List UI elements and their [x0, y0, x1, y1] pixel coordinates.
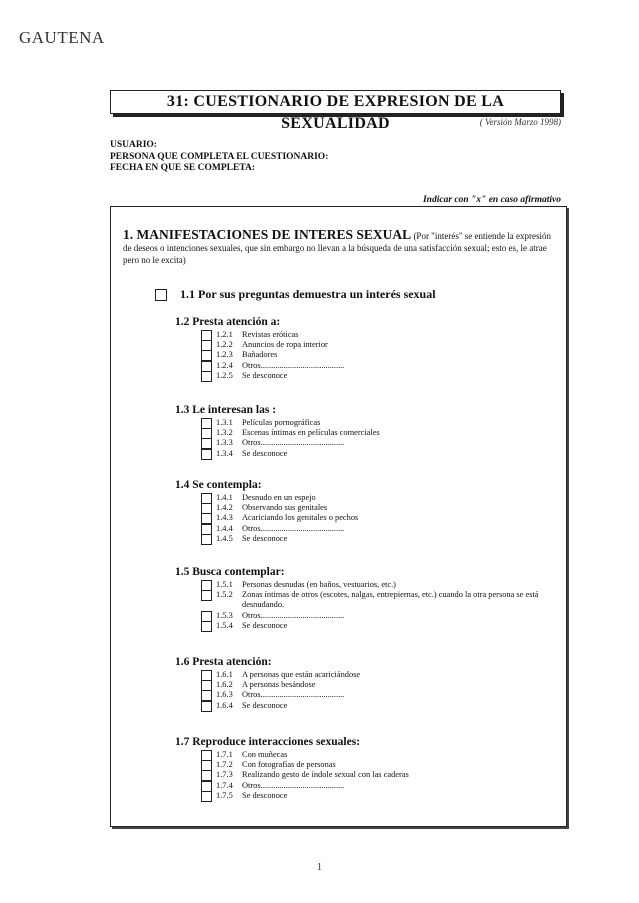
option-row — [201, 350, 562, 360]
option-label: Zonas íntimas de otros (escotes, nalgas, entrepiernas, etc.) cuando la otra persona se está desnudando. — [242, 590, 539, 610]
version-label: ( Versión Marzo 1998) — [479, 117, 561, 127]
option-number: 1.7.2 — [216, 760, 233, 770]
option-number: 1.4.2 — [216, 503, 233, 513]
option-label: Se desconoce — [242, 700, 288, 710]
option-row — [201, 690, 562, 700]
option-label: Anuncios de ropa interior — [242, 340, 328, 350]
page-number: 1 — [317, 862, 322, 873]
option-row — [201, 760, 562, 770]
option-row — [201, 701, 562, 711]
checkbox-1-1[interactable] — [155, 289, 167, 301]
option-number: 1.6.4 — [216, 700, 233, 710]
document-title: 31: CUESTIONARIO DE EXPRESION DE LA SEXUALIDAD — [166, 93, 505, 132]
option-row — [201, 371, 562, 381]
option-label: Se desconoce — [242, 448, 288, 458]
field-persona: PERSONA QUE COMPLETA EL CUESTIONARIO: — [110, 151, 329, 162]
option-row — [201, 361, 562, 371]
question-group-heading: 1.6 Presta atención: — [175, 656, 272, 668]
option-row — [201, 770, 562, 780]
field-fecha: FECHA EN QUE SE COMPLETA: — [110, 163, 255, 173]
questionnaire-panel — [110, 206, 567, 827]
question-1-1-label: 1.1 Por sus preguntas demuestra un interés sexual — [180, 287, 436, 301]
option-label: Se desconoce — [242, 790, 288, 800]
option-row — [201, 580, 562, 590]
option-label: Se desconoce — [242, 533, 288, 543]
option-label: Acariciando los genitales o pechos — [242, 513, 359, 523]
option-number: 1.7.3 — [216, 770, 233, 780]
option-label: A personas besándose — [242, 680, 316, 690]
question-1-1 — [155, 287, 436, 302]
section-header — [123, 229, 553, 266]
option-number: 1.6.3 — [216, 690, 233, 700]
question-group-heading: 1.3 Le interesan las : — [175, 404, 277, 416]
option-checkbox[interactable] — [201, 371, 212, 382]
question-group-heading: 1.7 Reproduce interacciones sexuales: — [175, 736, 361, 748]
option-row — [201, 524, 562, 534]
option-label: A personas que están acariciándose — [242, 670, 361, 679]
option-row — [201, 330, 562, 340]
option-number: 1.7.5 — [216, 790, 233, 800]
option-row — [201, 438, 562, 448]
section-description: (Por "interés" se entiende la expresión de deseos o intenciones sexuales, que sin embargo no llevan a la búsqueda de una satisfacción sexual; esto es, le atrae pero no le excita) — [123, 231, 551, 265]
option-label: Revistas eróticas — [242, 330, 299, 339]
option-checkbox[interactable] — [201, 534, 212, 545]
option-label: Otros........................................ — [242, 610, 345, 620]
option-number: 1.6.1 — [216, 670, 233, 679]
question-group-3 — [175, 404, 562, 459]
option-label: Otros........................................ — [242, 360, 345, 370]
option-label: Otros........................................ — [242, 690, 345, 700]
option-label: Se desconoce — [242, 620, 288, 630]
option-label: Otros........................................ — [242, 523, 345, 533]
option-row — [201, 611, 562, 621]
option-label: Otros........................................ — [242, 780, 345, 790]
option-row — [201, 503, 562, 513]
option-label: Bañadores — [242, 350, 278, 360]
option-number: 1.3.2 — [216, 428, 233, 438]
question-group-2 — [175, 316, 562, 381]
option-number: 1.4.3 — [216, 513, 233, 523]
option-row — [201, 449, 562, 459]
question-group-7 — [175, 736, 562, 801]
option-label: Desnudo en un espejo — [242, 493, 316, 502]
option-row — [201, 340, 562, 350]
option-row — [201, 781, 562, 791]
option-checkbox[interactable] — [201, 701, 212, 712]
option-row — [201, 534, 562, 544]
option-number: 1.4.5 — [216, 533, 233, 543]
option-number: 1.2.5 — [216, 370, 233, 380]
option-label: Se desconoce — [242, 370, 288, 380]
option-row — [201, 428, 562, 438]
question-group-heading: 1.4 Se contempla: — [175, 479, 262, 491]
option-number: 1.2.1 — [216, 330, 233, 339]
question-group-heading: 1.2 Presta atención a: — [175, 316, 281, 328]
option-label: Con muñecas — [242, 750, 288, 759]
option-number: 1.5.3 — [216, 610, 233, 620]
option-number: 1.2.4 — [216, 360, 233, 370]
option-row — [201, 680, 562, 690]
option-number: 1.5.2 — [216, 590, 233, 600]
option-checkbox[interactable] — [201, 449, 212, 460]
option-row — [201, 590, 562, 610]
option-number: 1.7.1 — [216, 750, 233, 759]
option-row — [201, 513, 562, 523]
question-group-5 — [175, 566, 562, 631]
option-checkbox[interactable] — [201, 791, 212, 802]
option-number: 1.5.4 — [216, 620, 233, 630]
option-row — [201, 670, 562, 680]
option-label: Realizando gesto de índole sexual con las caderas — [242, 770, 409, 780]
option-checkbox[interactable] — [201, 590, 212, 601]
option-row — [201, 493, 562, 503]
option-number: 1.4.1 — [216, 493, 233, 502]
section-title: 1. MANIFESTACIONES DE INTERES SEXUAL — [123, 227, 412, 242]
option-number: 1.4.4 — [216, 523, 233, 533]
question-group-4 — [175, 479, 562, 544]
option-label: Otros........................................ — [242, 438, 345, 448]
option-label: Escenas íntimas en películas comerciales — [242, 428, 380, 438]
meta-fields — [110, 140, 328, 175]
option-label: Personas desnudas (en baños, vestuarios, etc.) — [242, 580, 396, 589]
option-number: 1.3.3 — [216, 438, 233, 448]
option-label: Observando sus genitales — [242, 503, 328, 513]
option-row — [201, 791, 562, 801]
option-checkbox[interactable] — [201, 621, 212, 632]
field-usuario: USUARIO: — [110, 140, 157, 150]
organization-name: GAUTENA — [19, 28, 105, 47]
option-number: 1.7.4 — [216, 780, 233, 790]
option-number: 1.6.2 — [216, 680, 233, 690]
question-group-heading: 1.5 Busca contemplar: — [175, 566, 285, 578]
option-row — [201, 621, 562, 631]
option-label: Películas pornográficas — [242, 418, 321, 427]
option-number: 1.2.3 — [216, 350, 233, 360]
option-number: 1.3.4 — [216, 448, 233, 458]
option-number: 1.5.1 — [216, 580, 233, 589]
option-number: 1.2.2 — [216, 340, 233, 350]
question-group-6 — [175, 656, 562, 711]
option-row — [201, 418, 562, 428]
instruction-note: Indicar con "x" en caso afirmativo — [422, 195, 561, 205]
option-label: Con fotografías de personas — [242, 760, 336, 770]
option-number: 1.3.1 — [216, 418, 233, 427]
option-row — [201, 750, 562, 760]
